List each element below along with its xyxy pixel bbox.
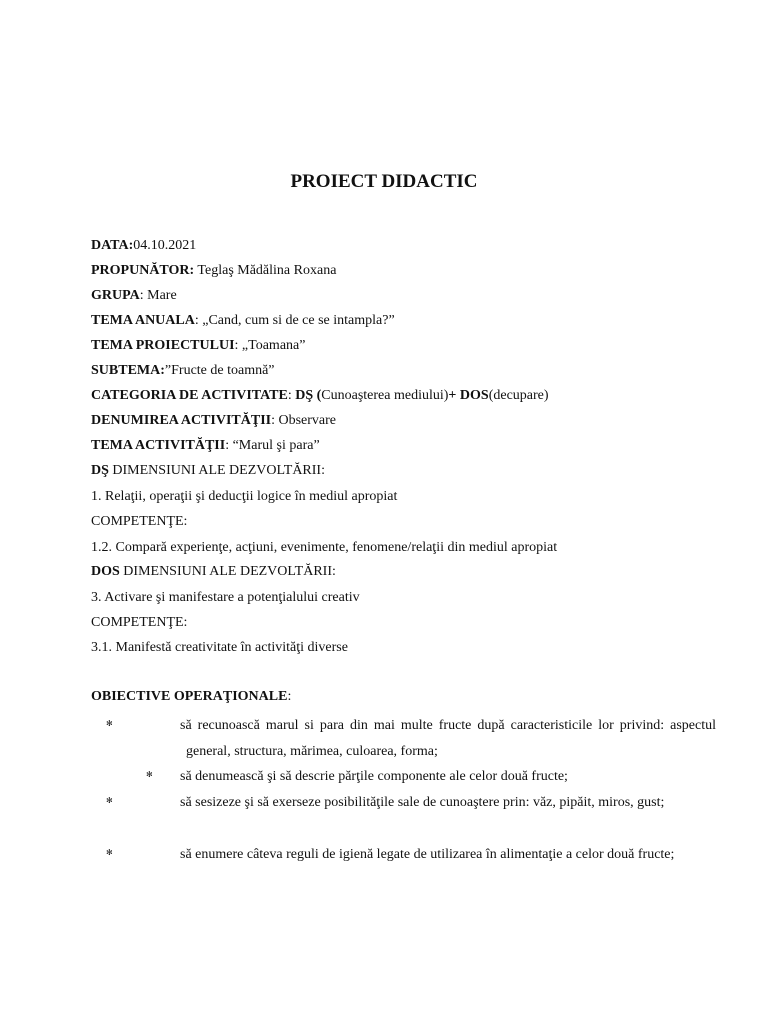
dos-dimension: 3. Activare şi manifestare a potenţialului creativ: [91, 590, 360, 605]
objective-text: să denumească şi să descrie părţile componente ale celor două fructe;: [180, 769, 568, 784]
objective-text: să sesizeze şi să exerseze posibilităţile sale de cunoaştere prin: văz, pipăit, miros, gust;: [180, 795, 665, 810]
field-propunator: [91, 262, 336, 280]
objectives-title: OBIECTIVE OPERAŢIONALE: [91, 689, 288, 704]
field-value: ”Fructe de toamnă”: [164, 363, 275, 378]
ds-dimensions-heading: [91, 462, 325, 480]
field-value: Teglaş Mădălina Roxana: [194, 263, 337, 278]
field-label: TEMA PROIECTULUI: [91, 338, 235, 353]
field-value: : “Marul şi para”: [225, 438, 320, 453]
ds-value: Cunoaşterea mediului): [321, 388, 449, 403]
heading-text: DIMENSIUNI ALE DEZVOLTĂRII:: [119, 564, 336, 579]
objective-item: [106, 842, 716, 868]
field-value: : Observare: [271, 413, 337, 428]
field-sep: :: [287, 388, 296, 403]
objectives-heading: [91, 688, 291, 706]
asterisk-bullet-icon: ✻: [106, 719, 113, 728]
field-tema-anuala: [91, 312, 395, 330]
field-categoria: [91, 387, 549, 405]
field-subtema: [91, 362, 275, 380]
objectives-colon: :: [287, 689, 292, 704]
ds-prefix: DŞ: [91, 463, 109, 478]
ds-dimension: 1. Relaţii, operaţii şi deducţii logice în mediul apropiat: [91, 489, 398, 504]
field-value: : Mare: [139, 288, 177, 303]
field-value: 04.10.2021: [133, 238, 197, 253]
plus-sign: +: [448, 388, 460, 403]
dos-dimensions-heading: [91, 563, 336, 581]
field-label: PROPUNĂTOR:: [91, 263, 195, 278]
field-label: SUBTEMA:: [91, 363, 165, 378]
objective-text: să recunoască marul si para din mai multe fructe după caracteristicile lor privind: aspectul general, structura, mărimea, culoarea, forma;: [180, 718, 716, 759]
field-tema-activitatii: [91, 437, 320, 455]
asterisk-bullet-icon: ✻: [106, 848, 113, 857]
asterisk-bullet-icon: ✻: [146, 770, 153, 779]
field-denumirea: [91, 412, 336, 430]
dos-competente-label: COMPETENŢE:: [91, 615, 188, 630]
ds-competenta: 1.2. Compară experienţe, acţiuni, evenimente, fenomene/relaţii din mediul apropiat: [91, 540, 558, 555]
ds-tag: DŞ (: [295, 388, 322, 403]
objective-text: să enumere câteva reguli de igienă legate de utilizarea în alimentaţie a celor două fructe;: [180, 847, 675, 862]
dos-tag: DOS: [459, 388, 489, 403]
field-tema-proiectului: [91, 337, 305, 355]
field-value: : „Cand, cum si de ce se intampla?”: [194, 313, 395, 328]
objective-item: [146, 764, 676, 790]
asterisk-bullet-icon: ✻: [106, 796, 113, 805]
dos-value: (decupare): [488, 388, 549, 403]
field-data: [91, 237, 196, 255]
field-label: TEMA ACTIVITĂŢII: [91, 438, 226, 453]
field-label: TEMA ANUALA: [91, 313, 195, 328]
field-label: GRUPA: [91, 288, 140, 303]
objective-item: [106, 713, 716, 764]
objective-item: [106, 790, 716, 816]
dos-competenta: 3.1. Manifestă creativitate în activităţi diverse: [91, 640, 348, 655]
heading-text: DIMENSIUNI ALE DEZVOLTĂRII:: [108, 463, 325, 478]
field-label: DENUMIREA ACTIVITĂŢII: [91, 413, 272, 428]
field-label: DATA:: [91, 238, 134, 253]
ds-competente-label: COMPETENŢE:: [91, 514, 188, 529]
field-value: : „Toamana”: [234, 338, 306, 353]
dos-prefix: DOS: [91, 564, 120, 579]
document-title: PROIECT DIDACTIC: [290, 171, 478, 192]
field-grupa: [91, 287, 177, 305]
field-label: CATEGORIA DE ACTIVITATE: [91, 388, 288, 403]
